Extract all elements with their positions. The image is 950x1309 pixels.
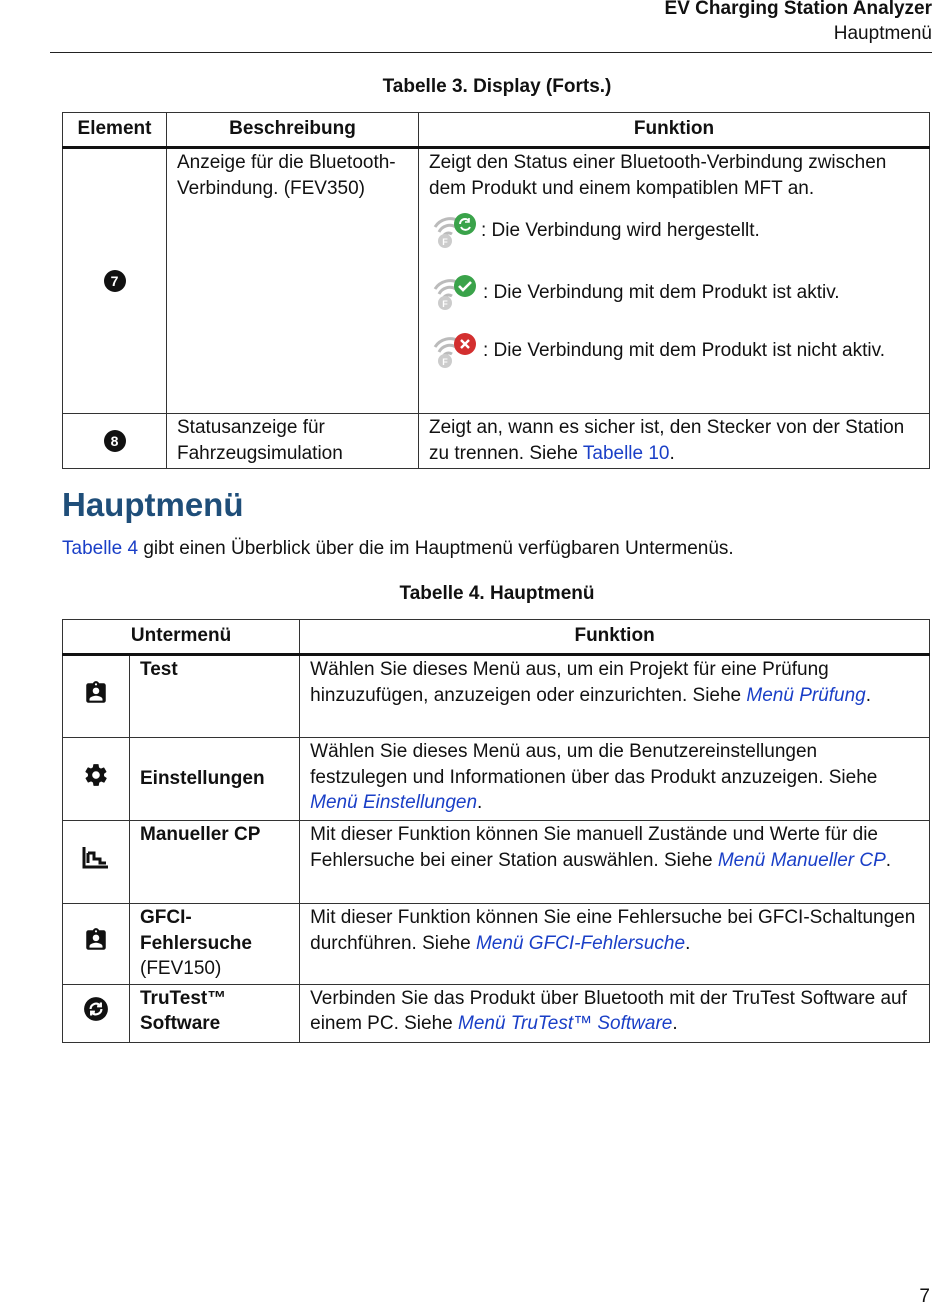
table4-link[interactable]: Tabelle 4 xyxy=(62,538,139,559)
description-cell: Anzeige für die Bluetooth-Verbindung. (FEV350) xyxy=(167,148,419,414)
menu-gfci-link[interactable]: Menü GFCI-Fehlersuche xyxy=(475,932,686,954)
bt-state-disconnected-text: : Die Verbindung mit dem Produkt ist nicht aktiv. xyxy=(483,340,885,362)
svg-text:F: F xyxy=(442,237,448,247)
menu-function: Wählen Sie dieses Menü aus, um ein Projekt für eine Prüfung hinzuzufügen, anzuzeigen oder einzurichten. Siehe Menü Prüfung. xyxy=(300,655,930,738)
table-row-7 xyxy=(63,148,930,414)
column-header-untermenue: Untermenü xyxy=(63,620,300,655)
submenu-variant: (FEV150) xyxy=(140,958,222,979)
element-number-cell xyxy=(63,148,167,414)
header-divider xyxy=(50,52,932,53)
function-text: Zeigt an, wann es sicher ist, den Stecker von der Station zu trennen. Siehe xyxy=(429,417,905,464)
submenu-name: Einstellungen xyxy=(130,738,300,821)
menu-function: Mit dieser Funktion können Sie manuell Zustände und Werte für die Fehlersuche bei einer Station auswählen. Siehe Menü Manueller CP. xyxy=(300,821,930,904)
table-row xyxy=(63,738,930,821)
header-subtitle: Hauptmenü xyxy=(833,23,932,44)
bt-state-connected xyxy=(429,273,919,313)
bt-state-disconnected xyxy=(429,331,919,371)
function-text-end: . xyxy=(669,442,675,464)
menu-function: Verbinden Sie das Produkt über Bluetooth mit der TruTest Software auf einem PC. Siehe Menü TruTest™ Software. xyxy=(300,984,930,1042)
bt-state-connecting xyxy=(429,211,919,251)
gear-icon xyxy=(83,762,109,788)
function-cell xyxy=(419,148,930,414)
menu-function: Wählen Sie dieses Menü aus, um die Benutzereinstellungen festzulegen und Informationen über das Produkt anzuzeigen. Siehe Menü Einstellungen. xyxy=(300,738,930,821)
element-number-badge: 8 xyxy=(104,430,126,452)
menu-einstellungen-link[interactable]: Menü Einstellungen xyxy=(310,792,478,813)
table-row xyxy=(63,904,930,985)
submenu-name: Manueller CP xyxy=(130,821,300,904)
bluetooth-connected-icon xyxy=(429,273,483,313)
bt-state-connected-text: : Die Verbindung mit dem Produkt ist aktiv. xyxy=(483,282,840,304)
menu-icon-cell xyxy=(63,655,130,738)
table4-caption: Tabelle 4. Hauptmenü xyxy=(399,583,595,604)
page-number: 7 xyxy=(919,1286,930,1307)
section-intro xyxy=(62,538,734,560)
element-number-badge: 7 xyxy=(104,270,126,292)
section-intro-text: gibt einen Überblick über die im Hauptmenü verfügbaren Untermenüs. xyxy=(138,538,734,559)
menu-icon-cell xyxy=(63,738,130,821)
menu-icon-cell xyxy=(63,984,130,1042)
table-row xyxy=(63,984,930,1042)
submenu-name: GFCI-Fehlersuche (FEV150) xyxy=(130,904,300,985)
column-header-funktion: Funktion xyxy=(419,113,930,148)
table3-caption: Tabelle 3. Display (Forts.) xyxy=(382,76,612,97)
table-row-8 xyxy=(63,414,930,469)
column-header-funktion: Funktion xyxy=(300,620,930,655)
bluetooth-connecting-icon xyxy=(429,211,481,251)
submenu-name: Test xyxy=(130,655,300,738)
clipboard-user-icon xyxy=(83,680,109,706)
element-number-cell xyxy=(63,414,167,469)
bt-state-connecting-text: : Die Verbindung wird hergestellt. xyxy=(481,220,760,242)
svg-text:F: F xyxy=(442,299,448,309)
manual-cp-icon xyxy=(82,845,110,871)
bluetooth-disconnected-icon xyxy=(429,331,483,371)
column-header-beschreibung: Beschreibung xyxy=(167,113,419,148)
main-menu-table xyxy=(62,619,930,1043)
submenu-name: TruTest™ Software xyxy=(130,984,300,1042)
display-table xyxy=(62,112,930,469)
description-cell: Statusanzeige für Fahrzeugsimulation xyxy=(167,414,419,469)
svg-text:F: F xyxy=(442,357,448,367)
menu-manueller-cp-link[interactable]: Menü Manueller CP xyxy=(717,849,886,871)
clipboard-user-icon xyxy=(83,927,109,953)
menu-trutest-link[interactable]: Menü TruTest™ Software xyxy=(458,1013,673,1034)
sync-icon xyxy=(83,996,109,1022)
function-cell xyxy=(419,414,930,469)
column-header-element: Element xyxy=(63,113,167,148)
section-title: Hauptmenü xyxy=(62,486,244,523)
table-row xyxy=(63,821,930,904)
menu-function: Mit dieser Funktion können Sie eine Fehlersuche bei GFCI-Schaltungen durchführen. Siehe Menü GFCI-Fehlersuche. xyxy=(300,904,930,985)
menu-icon-cell xyxy=(63,821,130,904)
menu-icon-cell xyxy=(63,904,130,985)
table-row xyxy=(63,655,930,738)
table10-link[interactable]: Tabelle 10 xyxy=(582,442,670,464)
function-intro: Zeigt den Status einer Bluetooth-Verbindung zwischen dem Produkt und einem kompatiblen MFT an. xyxy=(429,152,887,199)
menu-pruefung-link[interactable]: Menü Prüfung xyxy=(746,684,866,706)
header-title: EV Charging Station Analyzer xyxy=(664,0,932,19)
